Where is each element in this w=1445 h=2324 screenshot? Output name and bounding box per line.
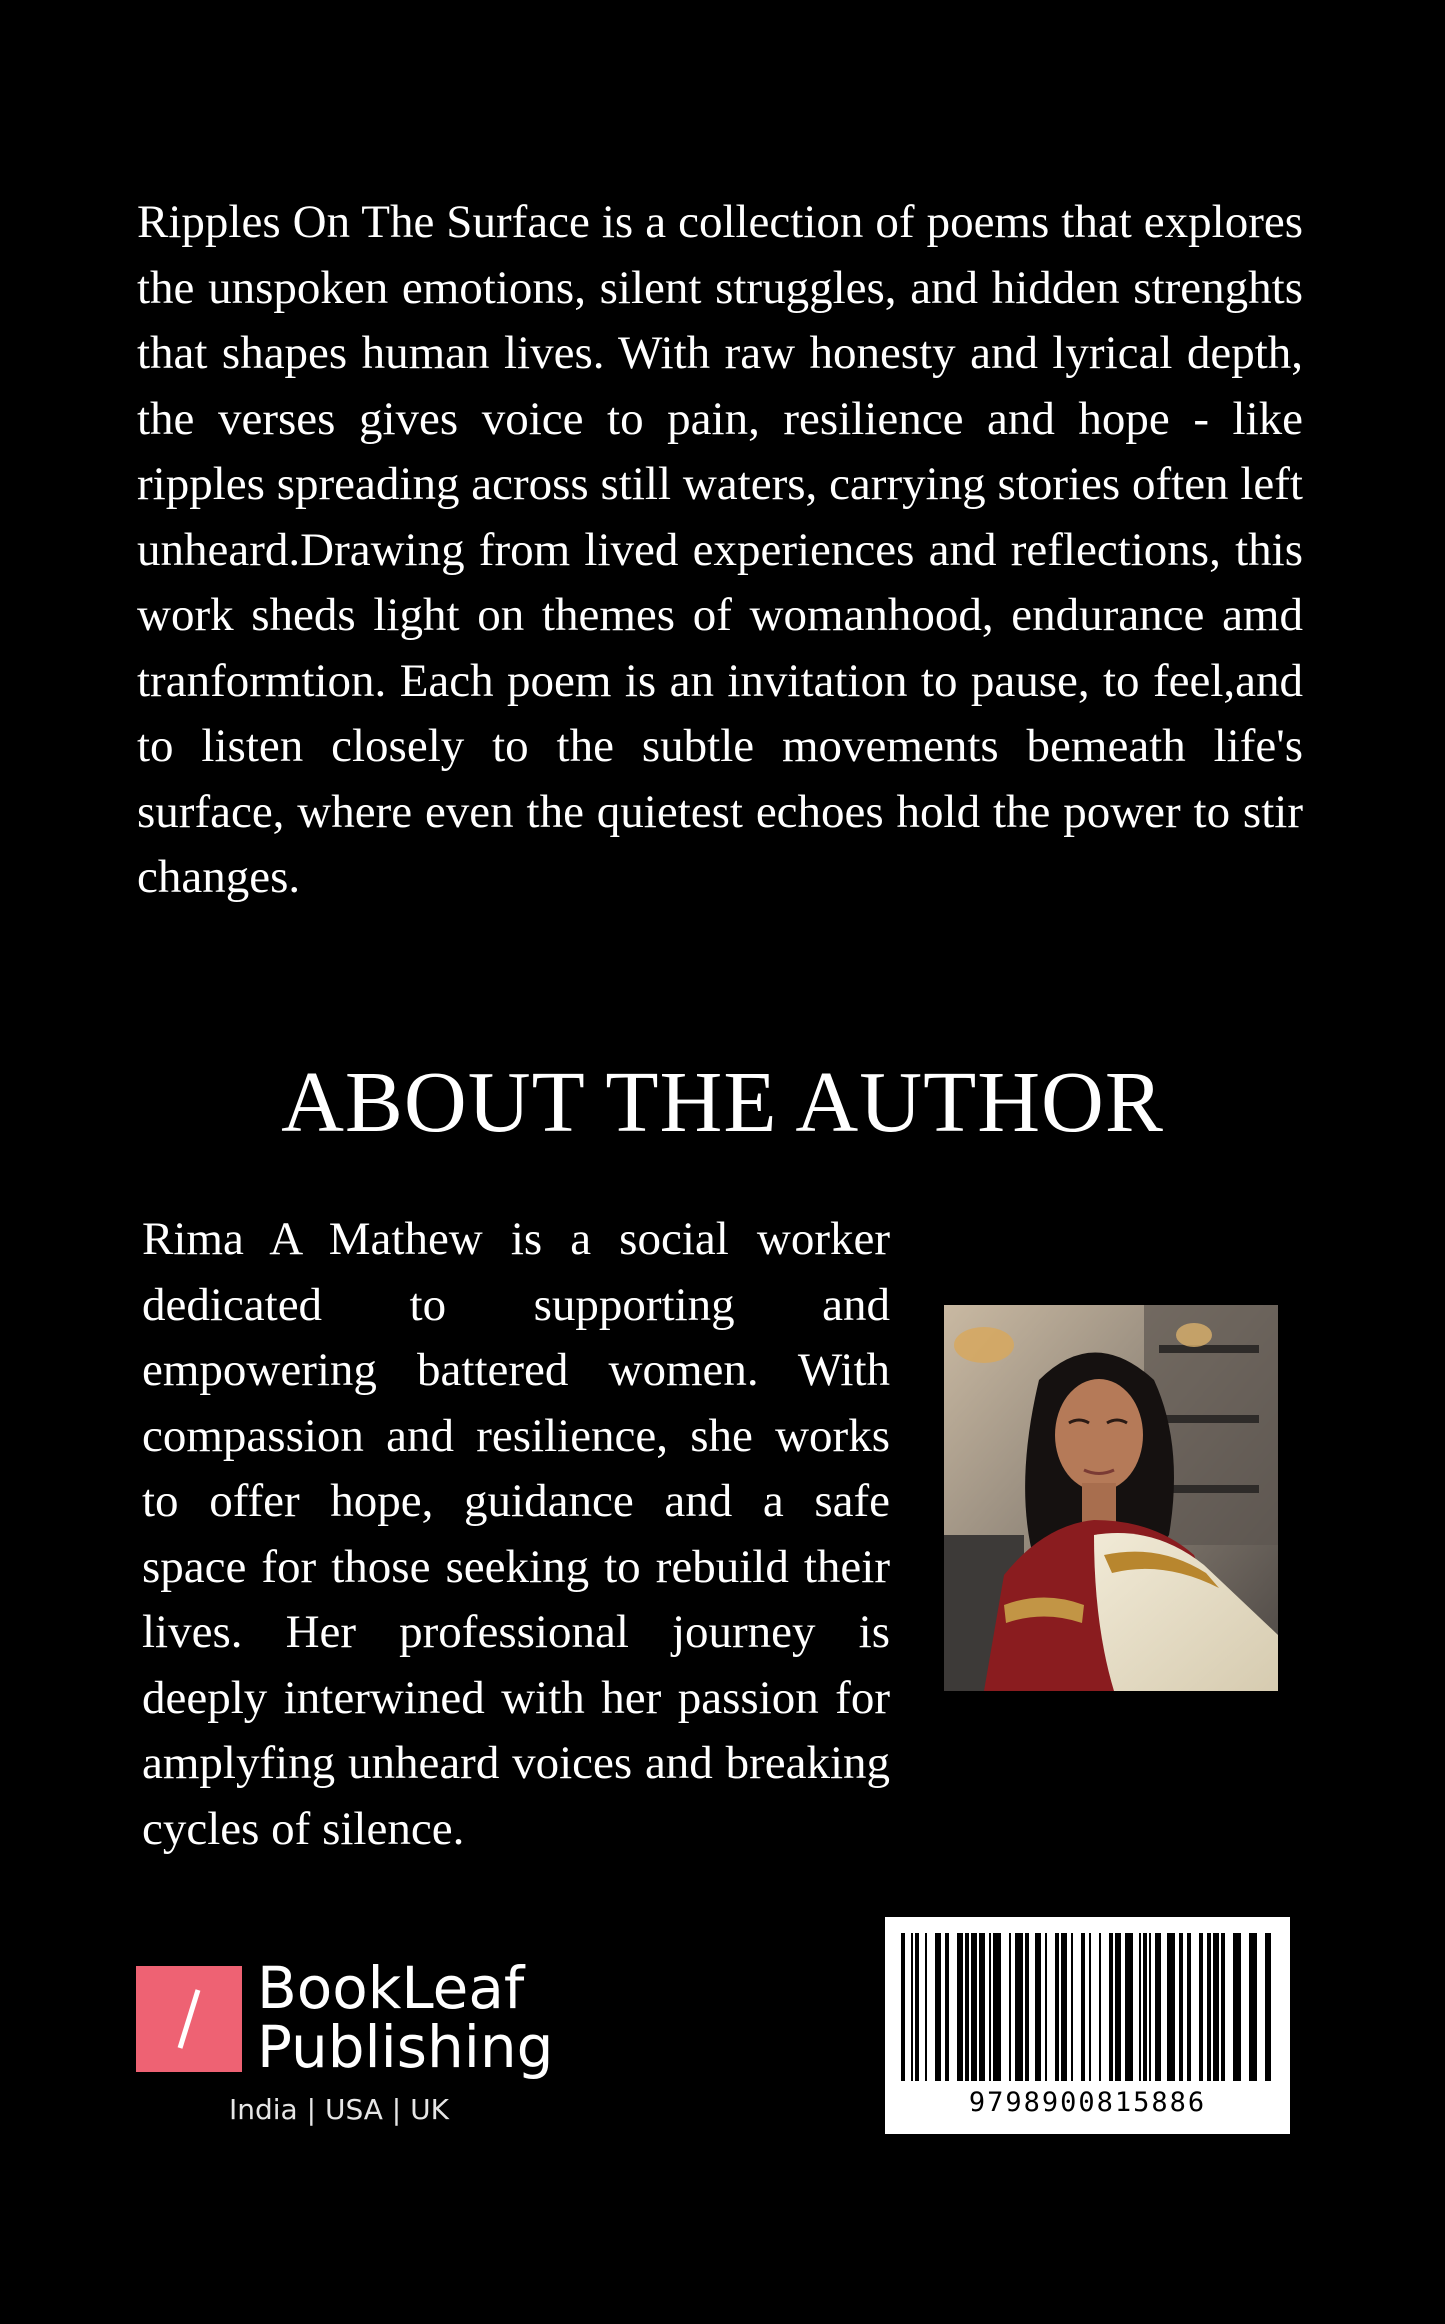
- author-photo: [944, 1305, 1278, 1691]
- isbn-barcode: [885, 1917, 1290, 2134]
- publisher-name-line1: BookLeaf: [257, 1954, 525, 2022]
- book-description: Ripples On The Surface is a collection of poems that explores the unspoken emotions, silent struggles, and hidden strenghts that shapes human lives. With raw honesty and lyrical depth, the verses gives voice to pain, resilience and hope - like ripples spreading across still waters, carrying stories often left unheard.Drawing from lived experiences and reflections, this work sheds light on themes of womanhood, endurance amd tranformtion. Each poem is an invitation to pause, to feel,and to listen closely to the subtle movements bemeath life's surface, where even the quietest echoes hold the power to stir changes.: [137, 196, 1303, 903]
- publisher-regions: India | USA | UK: [229, 2093, 449, 2126]
- slash-icon: [136, 1966, 242, 2072]
- barcode-bars: [899, 1933, 1276, 2081]
- isbn-number: 9798900815886: [968, 2087, 1207, 2118]
- publisher-name-line2: Publishing: [257, 2013, 554, 2081]
- author-bio: Rima A Mathew is a social worker dedicated to supporting and empowering battered women. With compassion and resilience, she works to offer hope, guidance and a safe space for those seeking to rebuild their lives. Her professional journey is deeply interwined with her passion for amplyfing unheard voices and breaking cycles of silence.: [142, 1213, 890, 1855]
- about-author-heading: ABOUT THE AUTHOR: [281, 1053, 1164, 1150]
- publisher-logo-mark: [136, 1966, 242, 2072]
